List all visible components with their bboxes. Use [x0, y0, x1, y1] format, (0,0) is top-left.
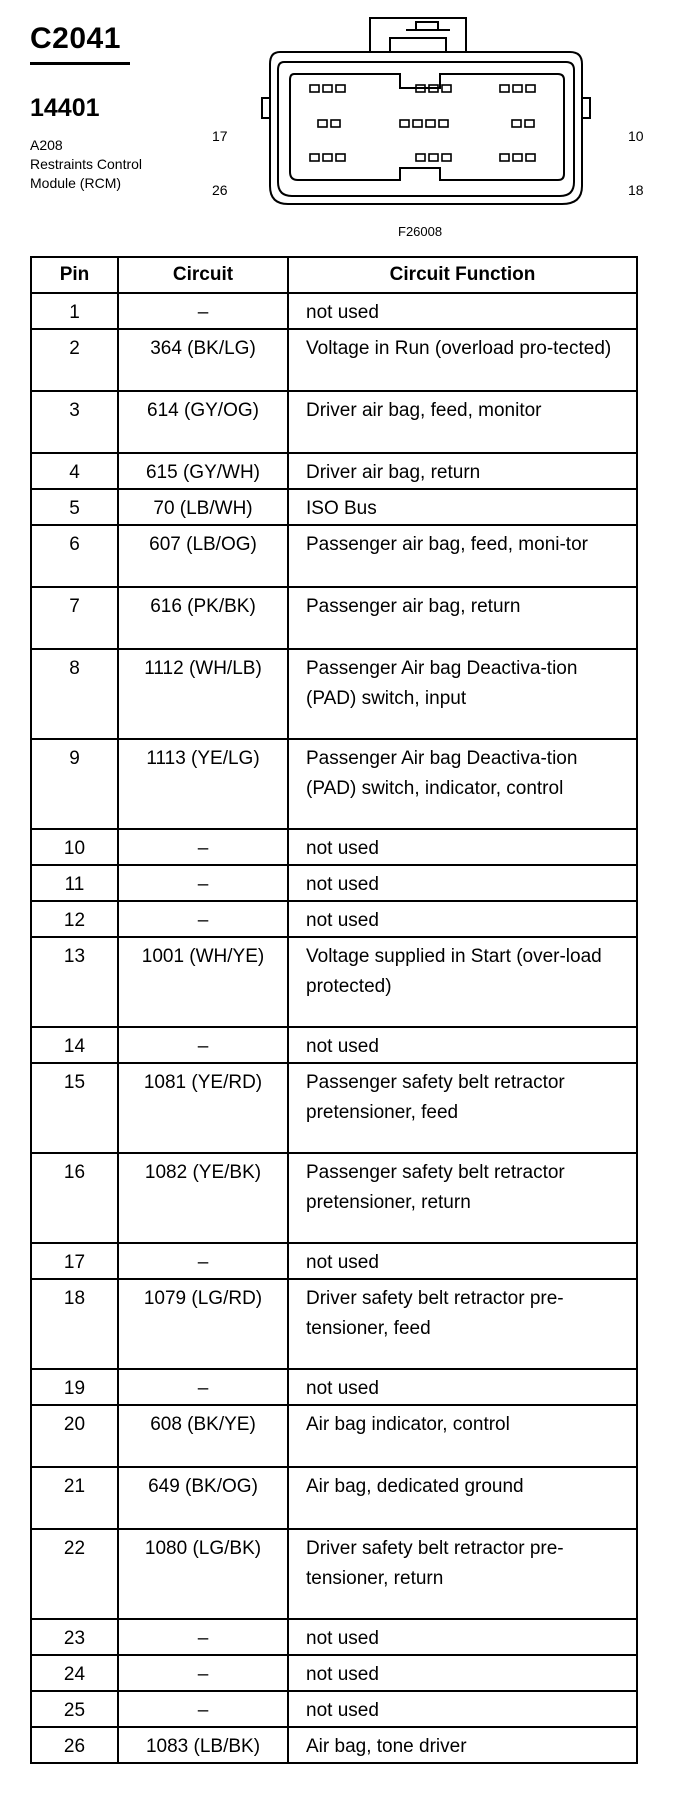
- circuit-cell: 1080 (LG/BK): [118, 1529, 288, 1619]
- circuit-cell: 1113 (YE/LG): [118, 739, 288, 829]
- circuit-cell: 615 (GY/WH): [118, 453, 288, 489]
- pin-cell: 5: [31, 489, 118, 525]
- pin-cell: 17: [31, 1243, 118, 1279]
- pin-cell: 20: [31, 1405, 118, 1467]
- circuit-cell: –: [118, 1243, 288, 1279]
- connector-id: C2041: [30, 22, 121, 55]
- function-cell: Passenger safety belt retractor pretensioner, feed: [288, 1063, 637, 1153]
- circuit-cell: –: [118, 1369, 288, 1405]
- circuit-cell: 1112 (WH/LB): [118, 649, 288, 739]
- table-row: [31, 829, 637, 865]
- function-cell: Passenger safety belt retractor pretensioner, return: [288, 1153, 637, 1243]
- pin-row-middle: [318, 120, 534, 127]
- pin-label-10: 10: [628, 128, 644, 144]
- function-cell: not used: [288, 829, 637, 865]
- circuit-cell: –: [118, 293, 288, 329]
- pin-cell: 19: [31, 1369, 118, 1405]
- pin-cell: 25: [31, 1691, 118, 1727]
- circuit-cell: –: [118, 1691, 288, 1727]
- pin-cell: 22: [31, 1529, 118, 1619]
- module-line-1: A208: [30, 137, 63, 153]
- pin-cell: 23: [31, 1619, 118, 1655]
- table-row: [31, 1153, 637, 1243]
- table-row: [31, 1691, 637, 1727]
- function-cell: not used: [288, 1655, 637, 1691]
- pin-cell: 18: [31, 1279, 118, 1369]
- circuit-cell: 70 (LB/WH): [118, 489, 288, 525]
- circuit-cell: –: [118, 829, 288, 865]
- function-cell: not used: [288, 293, 637, 329]
- pin-cell: 16: [31, 1153, 118, 1243]
- table-row: [31, 1405, 637, 1467]
- pin-cell: 15: [31, 1063, 118, 1153]
- function-cell: Voltage in Run (overload pro-tected): [288, 329, 637, 391]
- connector-face-diagram: [240, 8, 620, 220]
- table-row: [31, 649, 637, 739]
- circuit-cell: –: [118, 865, 288, 901]
- function-cell: Passenger Air bag Deactiva-tion (PAD) switch, input: [288, 649, 637, 739]
- pin-label-17: 17: [212, 128, 228, 144]
- circuit-cell: –: [118, 1027, 288, 1063]
- pin-cell: 24: [31, 1655, 118, 1691]
- pin-cell: 6: [31, 525, 118, 587]
- part-number: 14401: [30, 94, 100, 122]
- table-header-row: [31, 257, 637, 293]
- table-row: [31, 937, 637, 1027]
- circuit-cell: 1083 (LB/BK): [118, 1727, 288, 1763]
- pin-cell: 7: [31, 587, 118, 649]
- pin-cell: 12: [31, 901, 118, 937]
- function-cell: ISO Bus: [288, 489, 637, 525]
- circuit-cell: 1079 (LG/RD): [118, 1279, 288, 1369]
- pin-cell: 21: [31, 1467, 118, 1529]
- table-row: [31, 1619, 637, 1655]
- table-row: [31, 1529, 637, 1619]
- header-circuit-function: Circuit Function: [288, 257, 637, 293]
- circuit-cell: 616 (PK/BK): [118, 587, 288, 649]
- pin-cell: 11: [31, 865, 118, 901]
- function-cell: not used: [288, 1243, 637, 1279]
- table-row: [31, 1243, 637, 1279]
- circuit-cell: 364 (BK/LG): [118, 329, 288, 391]
- circuit-cell: 649 (BK/OG): [118, 1467, 288, 1529]
- function-cell: not used: [288, 1369, 637, 1405]
- circuit-cell: 1001 (WH/YE): [118, 937, 288, 1027]
- module-line-3: Module (RCM): [30, 175, 122, 191]
- function-cell: Passenger air bag, feed, moni-tor: [288, 525, 637, 587]
- circuit-cell: 1081 (YE/RD): [118, 1063, 288, 1153]
- pin-label-26: 26: [212, 182, 228, 198]
- function-cell: not used: [288, 1027, 637, 1063]
- circuit-cell: 1082 (YE/BK): [118, 1153, 288, 1243]
- table-row: [31, 525, 637, 587]
- table-row: [31, 739, 637, 829]
- pin-cell: 10: [31, 829, 118, 865]
- function-cell: Driver air bag, feed, monitor: [288, 391, 637, 453]
- table-row: [31, 587, 637, 649]
- table-row: [31, 391, 637, 453]
- function-cell: not used: [288, 901, 637, 937]
- table-row: [31, 453, 637, 489]
- table-row: [31, 293, 637, 329]
- table-row: [31, 1369, 637, 1405]
- function-cell: Passenger Air bag Deactiva-tion (PAD) switch, indicator, control: [288, 739, 637, 829]
- circuit-cell: 607 (LB/OG): [118, 525, 288, 587]
- table-row: [31, 489, 637, 525]
- table-row: [31, 1655, 637, 1691]
- pin-cell: 1: [31, 293, 118, 329]
- table-row: [31, 901, 637, 937]
- module-line-2: Restraints Control: [30, 156, 143, 172]
- pin-cell: 26: [31, 1727, 118, 1763]
- table-row: [31, 865, 637, 901]
- title-underline: [30, 62, 130, 65]
- table-row: [31, 1279, 637, 1369]
- function-cell: Driver safety belt retractor pre-tensioner, feed: [288, 1279, 637, 1369]
- table-row: [31, 1467, 637, 1529]
- table-row: [31, 329, 637, 391]
- circuit-cell: 614 (GY/OG): [118, 391, 288, 453]
- pin-cell: 14: [31, 1027, 118, 1063]
- table-row: [31, 1063, 637, 1153]
- function-cell: not used: [288, 1619, 637, 1655]
- pin-row-bottom: [310, 154, 535, 161]
- pin-cell: 3: [31, 391, 118, 453]
- pin-cell: 8: [31, 649, 118, 739]
- table-row: [31, 1027, 637, 1063]
- pin-cell: 9: [31, 739, 118, 829]
- circuit-cell: 608 (BK/YE): [118, 1405, 288, 1467]
- function-cell: not used: [288, 1691, 637, 1727]
- circuit-cell: –: [118, 1655, 288, 1691]
- pin-label-18: 18: [628, 182, 644, 198]
- function-cell: Air bag, dedicated ground: [288, 1467, 637, 1529]
- function-cell: Air bag indicator, control: [288, 1405, 637, 1467]
- function-cell: Driver air bag, return: [288, 453, 637, 489]
- function-cell: Driver safety belt retractor pre-tensioner, return: [288, 1529, 637, 1619]
- circuit-cell: –: [118, 901, 288, 937]
- header-circuit: Circuit: [118, 257, 288, 293]
- function-cell: Air bag, tone driver: [288, 1727, 637, 1763]
- connector-latch: [416, 22, 438, 30]
- pin-table: [30, 256, 638, 1764]
- function-cell: not used: [288, 865, 637, 901]
- pin-cell: 13: [31, 937, 118, 1027]
- function-cell: Passenger air bag, return: [288, 587, 637, 649]
- pin-cell: 4: [31, 453, 118, 489]
- table-row: [31, 1727, 637, 1763]
- header-pin: Pin: [31, 257, 118, 293]
- figure-code: F26008: [398, 224, 443, 239]
- function-cell: Voltage supplied in Start (over-load protected): [288, 937, 637, 1027]
- connector-lock-tab: [370, 18, 466, 52]
- pin-cell: 2: [31, 329, 118, 391]
- circuit-cell: –: [118, 1619, 288, 1655]
